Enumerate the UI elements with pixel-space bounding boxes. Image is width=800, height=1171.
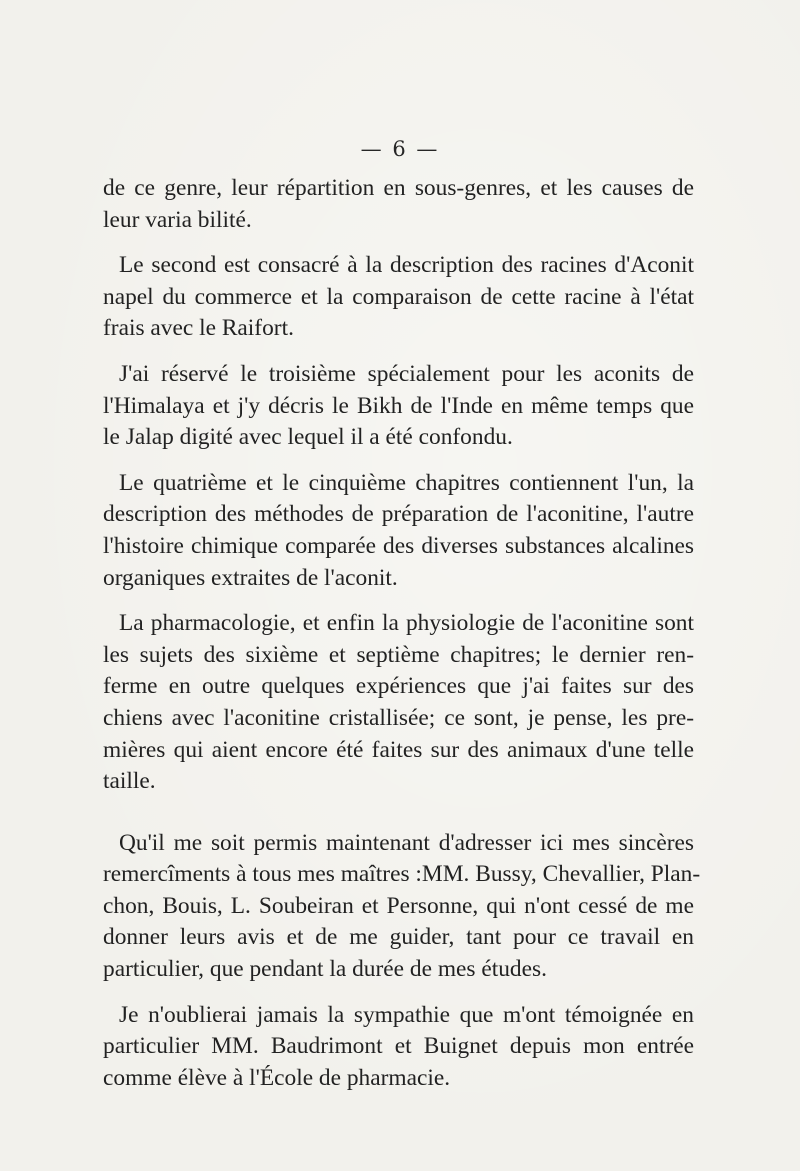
text-line: La pharmacologie, et enfin la physiologie de l'aconitine sont: [119, 610, 694, 637]
text-line: remercîments à tous mes maîtres :MM. Bussy, Chevallier, Plan-: [103, 861, 701, 888]
text-line: particulier MM. Baudrimont et Buignet depuis mon entrée: [103, 1033, 694, 1060]
text-line: le Jalap digité avec lequel il a été confondu.: [103, 424, 513, 451]
text-line: Qu'il me soit permis maintenant d'adresser ici mes sincères: [119, 829, 694, 856]
text-line: description des méthodes de préparation de l'aconitine, l'autre: [103, 501, 694, 528]
paragraph-4: [103, 468, 694, 594]
text-line: chon, Bouis, L. Soubeiran et Personne, qui n'ont cessé de me: [103, 892, 694, 919]
text-line: Le second est consacré à la description des racines d'Aconit: [119, 252, 694, 279]
text-line: chiens avec l'aconitine cristallisée; ce sont, je pense, les pre-: [103, 704, 694, 731]
paragraph-2: [103, 250, 694, 345]
paragraph-5: [103, 608, 694, 798]
text-line: les sujets des sixième et septième chapitres; le dernier ren-: [103, 641, 694, 668]
text-line: mières qui aient encore été faites sur des animaux d'une telle: [103, 736, 694, 763]
text-line: de ce genre, leur répartition en sous-genres, et les causes de: [103, 175, 694, 201]
text-line: donner leurs avis et de me guider, tant pour ce travail en: [103, 924, 694, 951]
text-line: ferme en outre quelques expériences que j'ai faites sur des: [103, 673, 694, 700]
text-line: Je n'oublierai jamais la sympathie que m'ont témoignée en: [119, 1001, 694, 1028]
text-line: taille.: [103, 768, 156, 795]
text-line: J'ai réservé le troisième spécialement pour les aconits de: [119, 360, 694, 387]
text-line: frais avec le Raifort.: [103, 315, 294, 342]
page-number: — 6 —: [360, 137, 440, 161]
text-line: l'Himalaya et j'y décris le Bikh de l'Inde en même temps que: [103, 392, 694, 419]
text-line: comme élève à l'École de pharmacie.: [103, 1064, 451, 1091]
text-line: leur varia bilité.: [103, 206, 252, 233]
text-line: particulier, que pendant la durée de mes études.: [103, 956, 547, 983]
paragraph-3: [103, 359, 694, 454]
paragraph-7: [103, 1000, 694, 1095]
paragraph-6: [103, 828, 701, 986]
text-line: organiques extraites de l'aconit.: [103, 564, 398, 591]
body-text: [103, 173, 701, 1094]
text-line: napel du commerce et la comparaison de cette racine à l'état: [103, 283, 694, 310]
text-line: Le quatrième et le cinquième chapitres contiennent l'un, la: [119, 469, 694, 496]
text-line: l'histoire chimique comparée des diverses substances alcalines: [103, 532, 694, 559]
paragraph-1: [103, 173, 694, 236]
